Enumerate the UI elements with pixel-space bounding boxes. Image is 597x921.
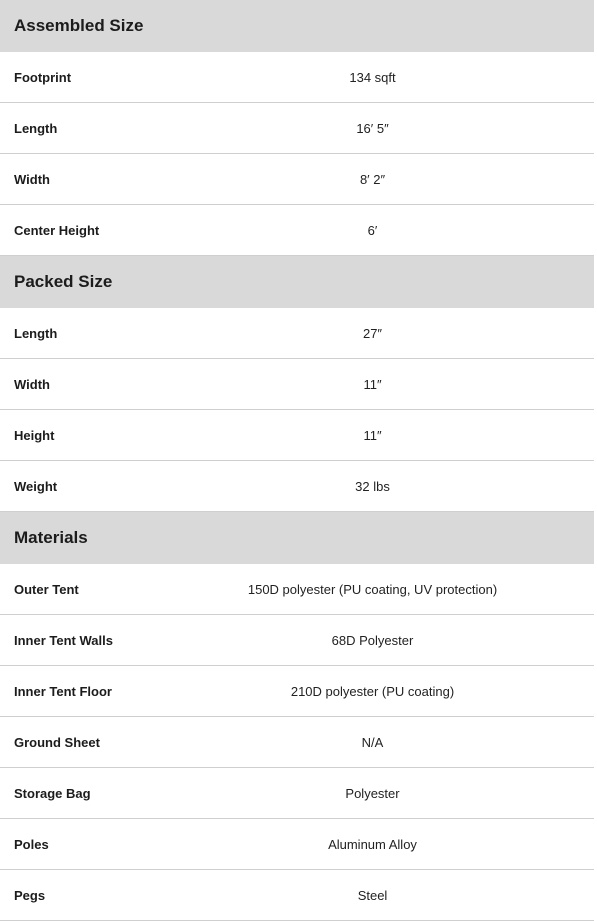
spec-label: Inner Tent Floor [0,666,150,717]
section-title: Assembled Size [0,0,594,52]
spec-value: Aluminum Alloy [150,819,594,870]
spec-label: Inner Tent Walls [0,615,150,666]
spec-row-poles [0,819,594,870]
spec-label: Ground Sheet [0,717,150,768]
spec-value: 11″ [150,359,594,410]
section-title: Packed Size [0,256,594,309]
spec-value: 134 sqft [150,52,594,103]
section-materials [0,512,594,921]
spec-row-pegs [0,870,594,921]
spec-value: 210D polyester (PU coating) [150,666,594,717]
spec-value: 150D polyester (PU coating, UV protection) [150,564,594,615]
spec-value: Polyester [150,768,594,819]
spec-value: 27″ [150,308,594,359]
section-packed-size [0,256,594,512]
spec-row-length [0,103,594,154]
spec-label: Footprint [0,52,150,103]
spec-label: Weight [0,461,150,512]
section-header [0,512,594,565]
spec-value: 32 lbs [150,461,594,512]
spec-row-storage-bag [0,768,594,819]
spec-label: Outer Tent [0,564,150,615]
spec-label: Poles [0,819,150,870]
spec-value: 8′ 2″ [150,154,594,205]
spec-value: 68D Polyester [150,615,594,666]
spec-value: 16′ 5″ [150,103,594,154]
spec-label: Length [0,308,150,359]
spec-row-width [0,154,594,205]
spec-row-inner-tent-walls [0,615,594,666]
spec-row-ground-sheet [0,717,594,768]
spec-label: Width [0,154,150,205]
section-header [0,256,594,309]
spec-label: Width [0,359,150,410]
spec-row-center-height [0,205,594,256]
section-assembled-size [0,0,594,256]
section-title: Materials [0,512,594,565]
spec-row-weight [0,461,594,512]
spec-row-width [0,359,594,410]
spec-label: Storage Bag [0,768,150,819]
section-header [0,0,594,52]
spec-label: Center Height [0,205,150,256]
spec-value: 11″ [150,410,594,461]
spec-value: Steel [150,870,594,921]
spec-row-length [0,308,594,359]
spec-value: 6′ [150,205,594,256]
spec-label: Length [0,103,150,154]
spec-value: N/A [150,717,594,768]
spec-row-height [0,410,594,461]
spec-label: Height [0,410,150,461]
spec-row-inner-tent-floor [0,666,594,717]
spec-label: Pegs [0,870,150,921]
spec-row-outer-tent [0,564,594,615]
spec-row-footprint [0,52,594,103]
